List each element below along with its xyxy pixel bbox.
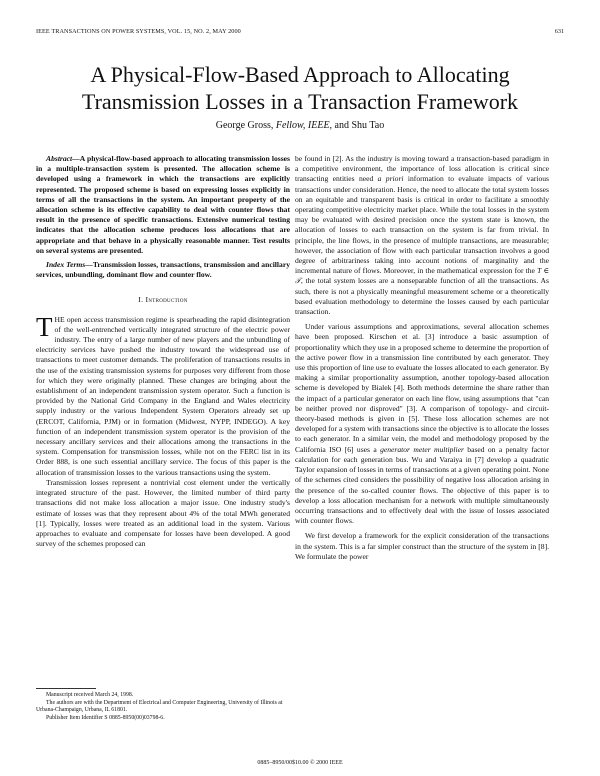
a-priori-italic: a priori <box>377 174 404 184</box>
right-paragraph-2 <box>295 322 549 526</box>
author-name: George Gross, <box>215 120 274 131</box>
right-text-2b: based on a penalty factor calculation for each generation bus. Wu and Varaiya in [7] develop a quadratic Taylor expansion of losses in terms of transactions at a given operating point. None of the schemes cited considers the possibility of negative loss allocation arising in the presence of the so-called counter flows. The objective of this paper is to develop a loss allocation mechanism for a network with multiple simultaneously occurring transactions and to effectively deal with the issue of losses associated with counter flows. <box>295 444 549 526</box>
index-terms <box>36 260 290 280</box>
author-rest: and Shu Tao <box>332 120 385 131</box>
author-title: Fellow, IEEE, <box>275 120 333 131</box>
right-paragraph-1 <box>295 154 549 317</box>
section-title: Introduction <box>145 295 188 305</box>
paper-title: A Physical-Flow-Based Approach to Allocating Transmission Losses in a Transaction Framework <box>81 62 519 114</box>
abstract-label: Abstract— <box>46 154 80 163</box>
right-text-1b: information to evaluate impacts of various transactions under consideration. Hence, the need to allocate the total system losses on an equitable and transparent basis is critical in order to facilitate a smoothly operating competitive electricity market place. While the total losses in the system may be evaluated with desired precision once the system state is known, the allocation of losses to each transaction on the system is far from trivial. In principle, the line flows, in the presence of multiple transactions, are measurable; however, the association of flow with each particular transaction involves a good degree of arbitrariness taking into account notions of marginality and the incremental nature of flows. Moreover, in the mathematical expression for the <box>295 174 550 276</box>
section-number: I. <box>138 295 144 305</box>
section-heading <box>36 295 290 305</box>
abstract-text: A physical-flow-based approach to allocating transmission losses in a multiple-transaction system is presented. The allocation scheme is developed using a framework in which the transactions are explicitly represented. The proposed scheme is based on expressing losses explicitly in terms of all the transactions in the system. An important property of the allocation scheme is its effective capability to deal with counter flows that result in the presence of specific transactions. Extensive numerical testing indicates that the allocation scheme produces loss allocations that are appropriate and that behave in a physically reasonable manner. Test results on several systems are presented. <box>36 154 290 255</box>
page-number: 631 <box>554 28 564 35</box>
gmm-italic: generator meter multiplier <box>380 444 464 454</box>
right-column <box>295 154 549 562</box>
right-text-1a: be found in [2]. As the industry is moving toward a transaction-based paradigm in a competitive environment, the importance of loss allocation is critical since transacting entities need <box>295 154 549 184</box>
footnote-rule <box>36 688 96 689</box>
footnote-manuscript: Manuscript received March 24, 1998. <box>46 692 134 698</box>
footnote-identifier: Publisher Item Identifier S 0885-8950(00)03798-6. <box>46 714 165 721</box>
math-symbol: T ∈ 𝒯 <box>295 266 549 286</box>
drop-cap: T <box>36 311 53 342</box>
footnote <box>36 688 290 722</box>
running-header: IEEE TRANSACTIONS ON POWER SYSTEMS, VOL. 15, NO. 2, MAY 2000 <box>36 28 241 35</box>
copyright-line: 0885–8950/00$10.00 © 2000 IEEE <box>257 760 343 766</box>
intro-text-1: HE open access transmission regime is spearheading the rapid disintegration of the well-entrenched vertically integrated structure of the electric power industry. The entry of a large number of new players and the unbundling of electricity services have pushed the industry toward the widespread use of transactions to meet customer demands. The proliferation of transactions results in the use of the existing transmission systems for purposes very different from those for which they were originally planned. These changes are bringing about the establishment of an independent transmission system operator. Such a function is provided by the National Grid Company in the England and Wales electricity supply industry or the various Independent System Operators already set up (ERCOT, California, PJM) or in formation (Midwest, NYPP, INDEGO). A key function of an independent transmission system operator is the provision of the necessary ancillary services and their allocations among the transactions in the system. Compensation for transmission losses, while not on the FERC list in its Order 888, is one such essential ancillary service. The focus of this paper is the allocation of transmission losses to the various transactions using the system. <box>36 314 290 477</box>
intro-paragraph-1 <box>36 311 290 478</box>
right-text-1c: , the total system losses are a nonseparable function of all the transactions. As such, there is not a physically meaningful measurement scheme or a theoretically based evaluation methodology to determine the losses caused by each particular transaction. <box>295 276 549 317</box>
index-terms-text: Transmission losses, transactions, transmission and ancillary services, unbundling, dominant flow and counter flow. <box>36 260 290 280</box>
footnote-affiliation: The authors are with the Department of Electrical and Computer Engineering, University of Illinois at Urbana-Champaign, Urbana, IL 61801. <box>36 699 283 713</box>
intro-paragraph-2: Transmission losses represent a nontrivial cost element under the vertically integrated structure of the past. However, the limited number of third party transactions did not make loss allocation a major issue. One industry study's estimate of losses was that they represent about 4% of the total MWh generated [1]. Typically, losses were treated as an additional load in the system. Various approaches to evaluate and compensate for losses have been developed. A good survey of the schemes proposed can <box>36 477 290 549</box>
author-line <box>36 120 564 131</box>
right-paragraph-3: We first develop a framework for the explicit consideration of the transactions in the system. This is a far simpler construct than the structure of the system in [8]. We formulate the power <box>295 531 549 561</box>
index-terms-label: Index Terms— <box>46 260 93 270</box>
left-column <box>36 154 290 549</box>
abstract <box>36 154 290 256</box>
right-text-2a: Under various assumptions and approximations, several allocation schemes have been proposed. Kirschen et al. [3] introduce a basic assumption of proportionality which they use in a proposed scheme to determine the proportion of the active power flow in a transmission line contributed by each generator. They use this proportion of line use to evaluate the losses allocated to each generator. By making a similar proportionality assumption, another topology-based allocation scheme is developed by Bialek [4]. Both methods determine the share rather than the impact of a particular generator on each line flow, using assumptions that "can be neither proved nor disproved" [3]. A comparison of topology- and circuit-theory-based methods is given in [5]. These loss allocation schemes are not developed for a system with transactions since the objective is to allocate the losses to each generator. In a similar vein, the model and methodology proposed by the California ISO [6] uses a <box>295 322 549 454</box>
